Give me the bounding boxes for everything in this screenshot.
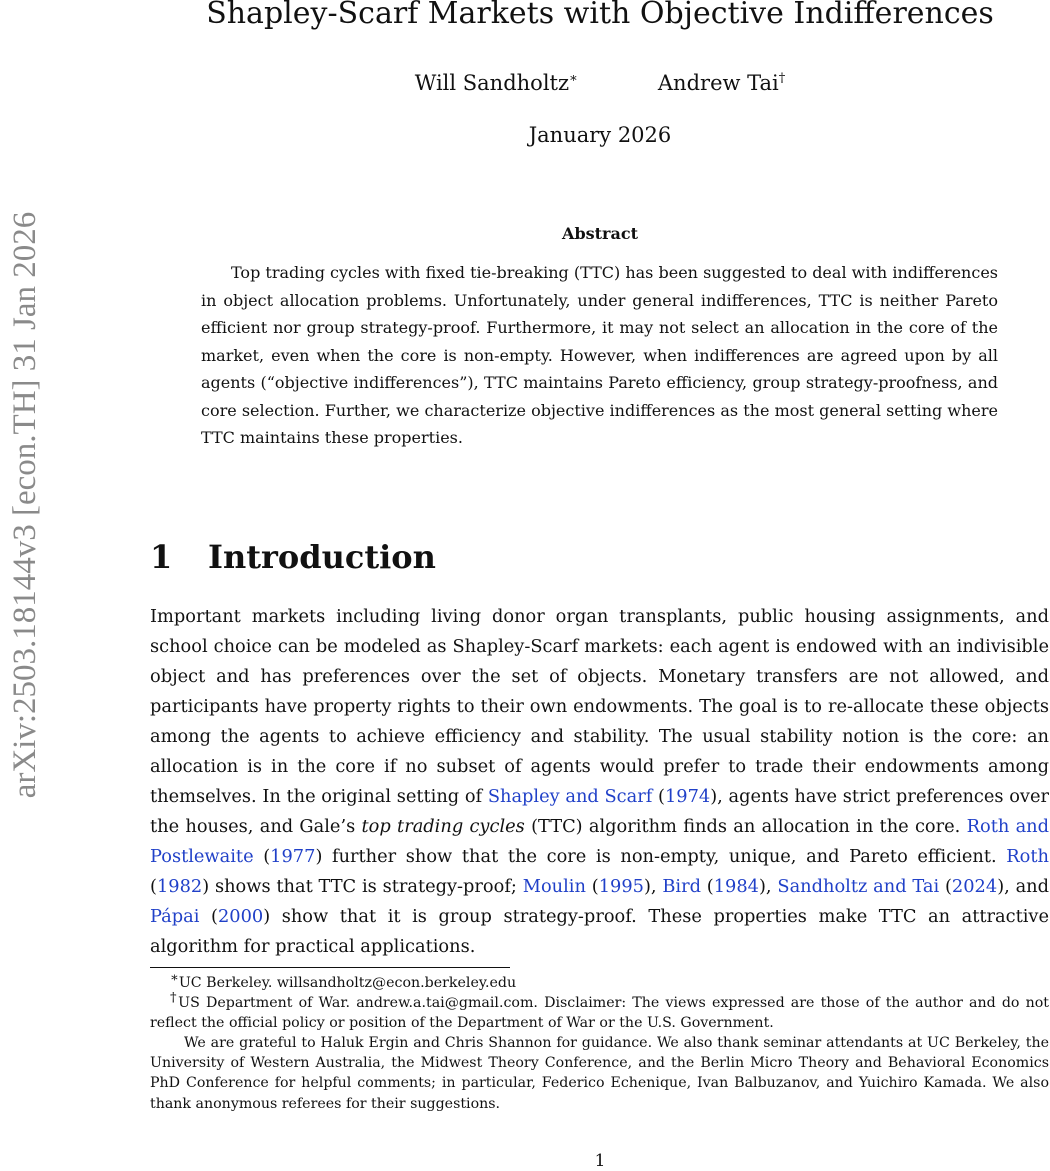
abstract-body: Top trading cycles with fixed tie-breaking (TTC) has been suggested to deal with indifferences in object allocation problems. Unfortunately, under general indifferences, TTC is neither Pareto efficient nor group strategy-proof. Furthermore, it may not select an allocation in the core of the market, even when the core is non-empty. However, when indifferences are agreed upon by all agents (“objective indifferences”), TTC maintains Pareto efficiency, group strategy-proofness, and core selection. Further, we characterize objective indifferences as the most general setting where TTC maintains these properties. [201, 263, 998, 447]
citation-link[interactable]: Roth and Postlewaite [150, 816, 1050, 867]
citation-link[interactable]: Pápai [150, 906, 200, 927]
footnote-acknowledgements: We are grateful to Haluk Ergin and Chris Shannon for guidance. We also thank seminar attendants at UC Berkeley, the University of Western Australia, the Midwest Theory Conference, and the Berlin Micro Theory and Behavioral Economics PhD Conference for helpful comments; in particular, Federico Echenique, Ivan Balbuzanov, and Yuichiro Kamada. We also thank anonymous referees for their suggestions. [150, 1035, 1049, 1112]
citation-link[interactable]: Sandholtz and Tai [777, 876, 940, 897]
section-heading [150, 538, 436, 576]
footnote-text: US Department of War. andrew.a.tai@gmail.com. Disclaimer: The views expressed are those of the author and do not reflect the official policy or position of the Department of War or the U.S. Government. [150, 995, 1049, 1032]
emphasis-text: top trading cycles [361, 816, 525, 837]
footnote-divider [150, 967, 510, 968]
paper-title: Shapley-Scarf Markets with Objective Indifferences [206, 0, 994, 31]
intro-text: and [1015, 876, 1050, 897]
citation-year-link[interactable]: 1982 [156, 876, 203, 897]
section-title: Introduction [208, 538, 436, 576]
author-name: Andrew Tai [657, 71, 779, 95]
citation-link[interactable]: Shapley and Scarf [487, 786, 653, 807]
section-number: 1 [150, 538, 173, 576]
abstract-heading: Abstract [562, 224, 638, 243]
author-list [150, 68, 1050, 98]
citation-year-link[interactable]: 1984 [713, 876, 759, 897]
citation-link[interactable]: Roth [1006, 846, 1049, 867]
intro-text: ) shows that TTC is strategy-proof; [202, 876, 517, 897]
arxiv-watermark: arXiv:2503.18144v3 [econ.TH] 31 Jan 2026 [7, 211, 43, 799]
footnote-mark: ∗ [170, 970, 179, 986]
page-number: 1 [594, 1151, 606, 1171]
footnote [150, 970, 1049, 993]
footnote-text: UC Berkeley. willsandholtz@econ.berkeley.edu [178, 975, 517, 991]
citation-link[interactable]: Moulin [522, 876, 586, 897]
footnote [150, 990, 1049, 1033]
author-name: Will Sandholtz [414, 71, 570, 95]
intro-text: ) show that it is group strategy-proof. These properties make TTC an attractive algorithm for practical applications. [150, 906, 1049, 957]
citation-year-link[interactable]: 1995 [598, 876, 644, 897]
citation-year-link[interactable]: 2000 [217, 906, 264, 927]
citation-year-link[interactable]: 2024 [951, 876, 998, 897]
author-footnote-mark[interactable]: ∗ [569, 71, 578, 86]
intro-text: ) further show that the core is non-empty, unique, and Pareto efficient. [315, 846, 997, 867]
citation-year-link[interactable]: 1974 [664, 786, 711, 807]
footnote-mark: † [170, 990, 179, 1006]
intro-paragraph: Important markets including living donor organ transplants, public housing assignments, and school choice can be modeled as Shapley-Scarf markets: each agent is endowed with an indivisible object and has preferences over the set of objects. Monetary transfers are not allowed, and participants have property rights to their own endowments. The goal is to re-allocate these objects among the agents to achieve efficiency and stability. The usual stability notion is the core: an allocation is in the core if no subset of agents would prefer to trade their endowments among themselves. In the original setting of Shapley and Scarf (1974), agents have strict preferences over the houses, and Gale’s top trading cycles (TTC) algorithm finds an allocation in the core. Roth and Postlewaite (1977) further show that the core is non-empty, unique, and Pareto efficient. Roth (1982) shows that TTC is strategy-proof; Moulin (1995), Bird (1984), Sandholtz and Tai (2024), and Pápai (2000) show that it is group strategy-proof. These properties make TTC an attractive algorithm for practical applications. [150, 606, 1050, 957]
citation-year-link[interactable]: 1977 [270, 846, 316, 867]
intro-text: ), agents have strict preferences over the houses, and Gale’s [150, 786, 1049, 837]
author-footnote-mark[interactable]: † [778, 71, 786, 86]
citation-link[interactable]: Bird [662, 876, 701, 897]
intro-text: Important markets including living donor organ transplants, public housing assignments, and school choice can be modeled as Shapley-Scarf markets: each agent is endowed with an indivisible object and has preferences over the set of objects. Monetary transfers are not allowed, and participants have property rights to their own endowments. The goal is to re-allocate these objects among the agents to achieve efficiency and stability. The usual stability notion is the core: an allocation is in the core if no subset of agents would prefer to trade their endowments among themselves. In the original setting of [150, 606, 1049, 807]
intro-text: (TTC) algorithm finds an allocation in the core. [531, 816, 961, 837]
paper-date: January 2026 [528, 123, 672, 147]
